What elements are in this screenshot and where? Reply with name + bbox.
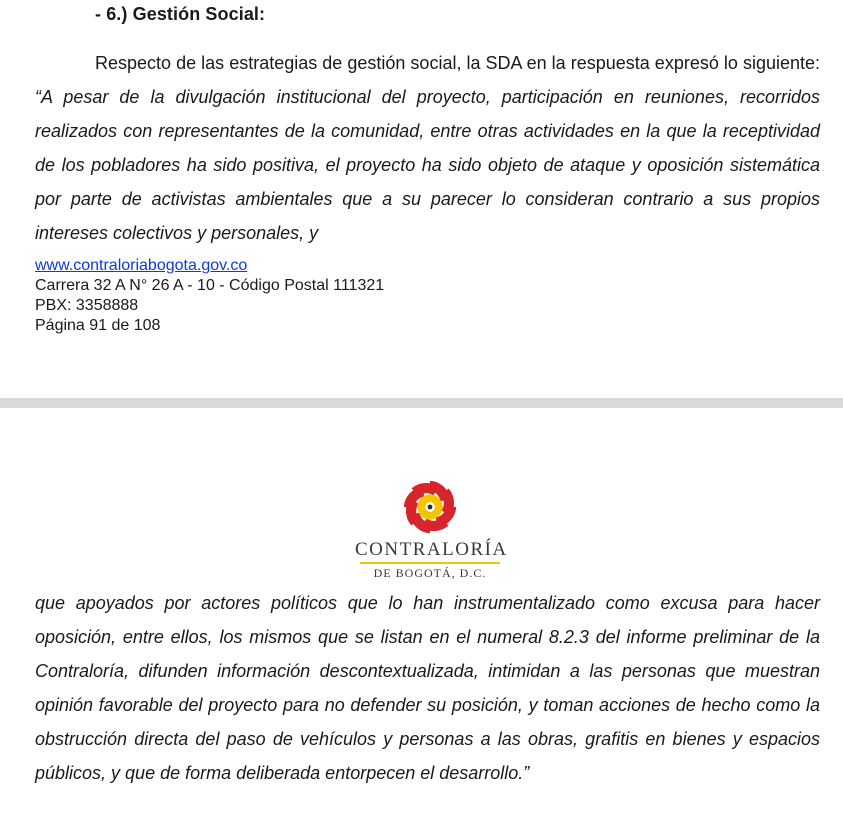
paragraph-intro: Respecto de las estrategias de gestión social, la SDA en la respuesta expresó lo siguiente: [95,53,820,73]
section-heading: - 6.) Gestión Social: [95,4,266,24]
page-footer [35,256,384,336]
contraloria-emblem-icon [400,478,460,536]
footer-address: Carrera 32 A N° 26 A - 10 - Código Postal 111321 [35,277,385,294]
footer-page-number: Página 91 de 108 [35,317,161,334]
contraloria-logo [355,478,508,580]
logo-name: CONTRALORÍA [355,539,508,560]
page-separator [0,398,843,408]
footer-phone: PBX: 3358888 [35,297,139,314]
bottom-paragraph: que apoyados por actores políticos que lo han instrumentalizado como excusa para hacer oposición, entre ellos, los mismos que se listan en el numeral 8.2.3 del informe preliminar de la Contraloría, difunden información descontextualizada, intimidan a las personas que muestran opinión favorable del proyecto para no defender su posición, y toman acciones de hecho como la obstrucción directa del paso de vehículos y personas a las obras, grafitis en bienes y espacios públicos, y que de forma deliberada entorpecen el desarrollo.” [35,593,820,783]
paragraph-quote: “A pesar de la divulgación institucional del proyecto, participación en reuniones, recorridos realizados con representantes de la comunidad, entre otras actividades en la que la receptividad de los pobladores ha sido positiva, el proyecto ha sido objeto de ataque y oposición sistemática por parte de activistas ambientales que a su parecer lo consideran contrario a sus propios intereses colectivos y personales, y [35,87,820,243]
website-link[interactable]: www.contraloriabogota.gov.co [35,257,248,274]
logo-divider [360,562,500,564]
top-paragraph [35,46,820,250]
document-page-top [0,0,843,398]
logo-subtitle: DE BOGOTÁ, D.C. [373,566,487,580]
